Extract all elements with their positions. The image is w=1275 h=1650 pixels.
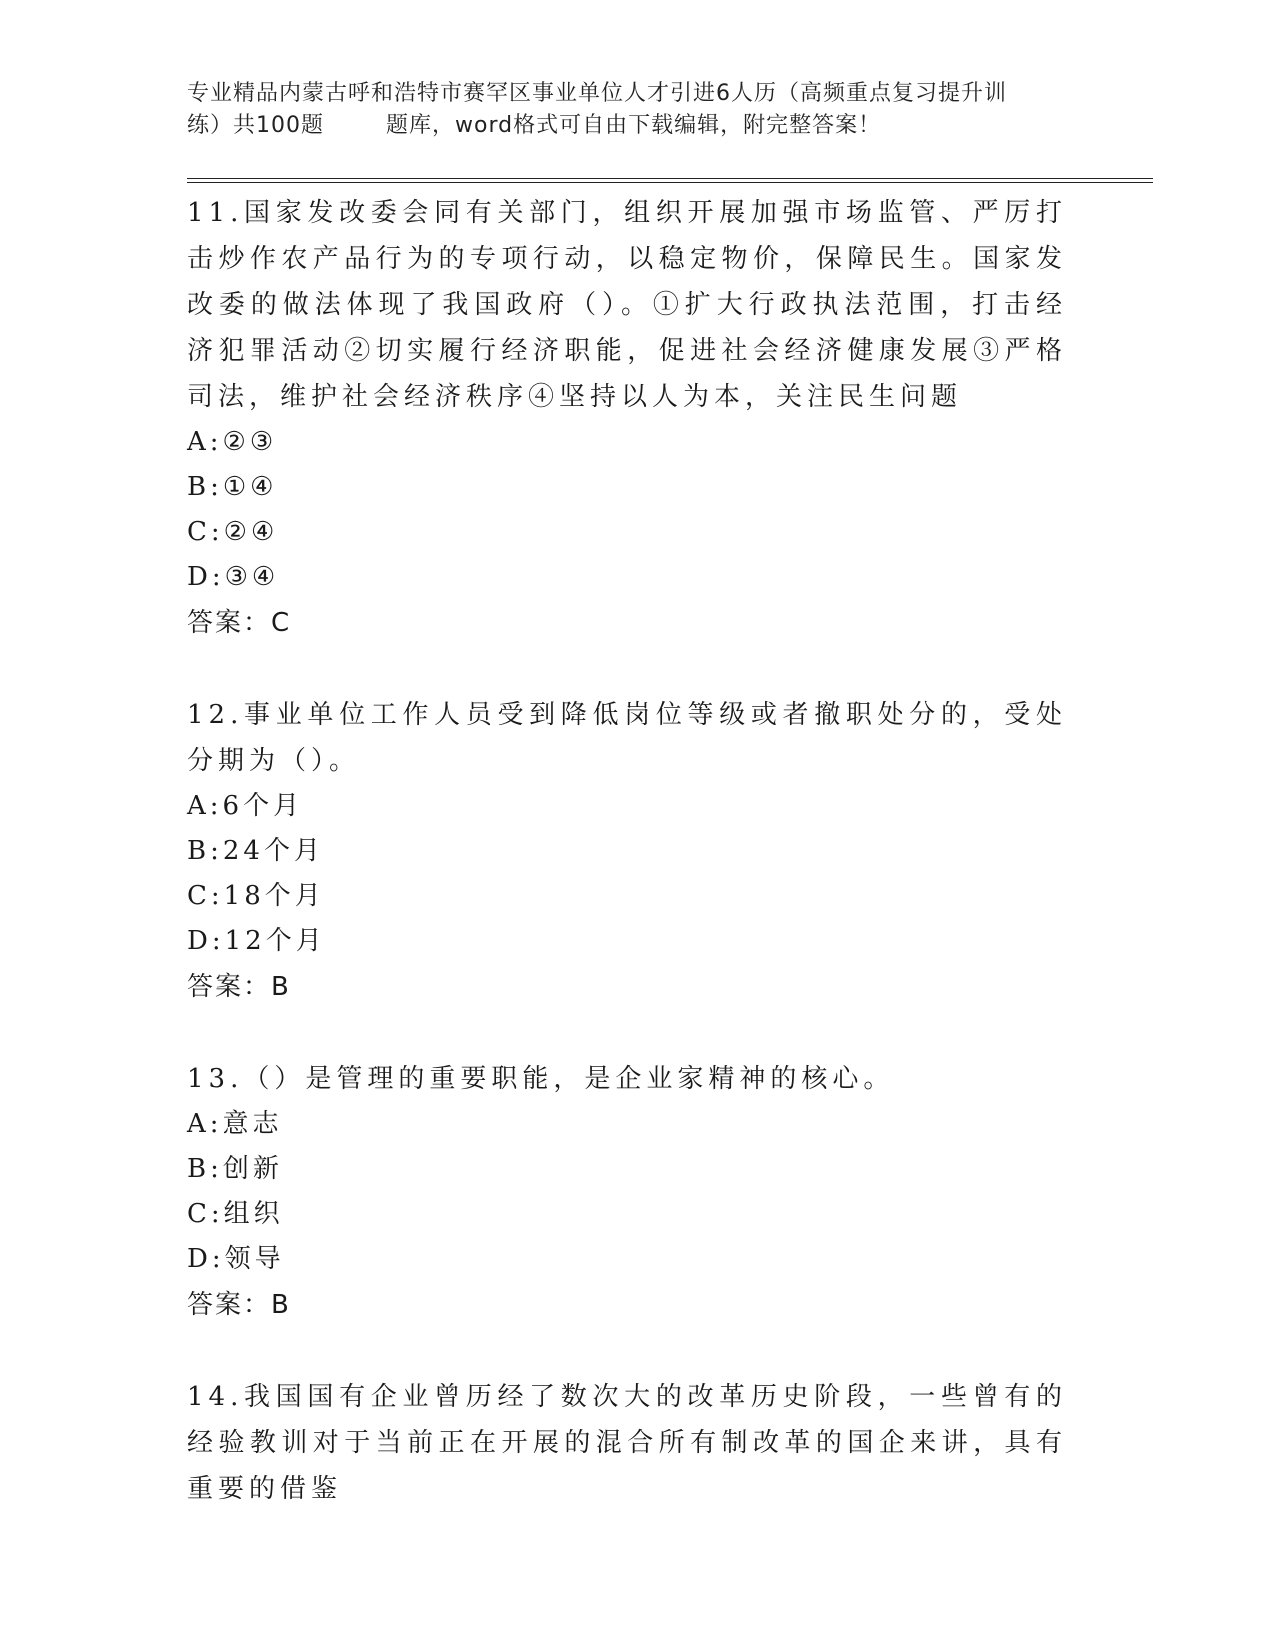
header-title-line-1: 专业精品内蒙古呼和浩特市赛罕区事业单位人才引进6人历（高频重点复习提升训 [187,81,1007,106]
question-13 [187,1054,1067,1328]
option-d: D:③④ [187,562,280,592]
question-list [187,188,1067,1556]
option-a: A:6个月 [187,791,304,821]
question-stem: 12.事业单位工作人员受到降低岗位等级或者撤职处分的，受处分期为（）。 [187,700,1067,776]
option-d: D:领导 [187,1244,285,1274]
page-header [187,78,1087,142]
question-11 [187,188,1067,646]
answer: 答案：B [187,1290,291,1320]
question-14 [187,1372,1067,1512]
option-c: C:18个月 [187,881,325,911]
question-stem: 14.我国国有企业曾历经了数次大的改革历史阶段，一些曾有的经验教训对于当前正在开展的混合所有制改革的国企来讲，具有重要的借鉴 [187,1382,1067,1504]
question-stem: 13.（）是管理的重要职能，是企业家精神的核心。 [187,1064,895,1094]
option-b: B:①④ [187,472,278,502]
option-a: A:②③ [187,427,278,457]
answer: 答案：B [187,972,291,1002]
answer: 答案：C [187,608,292,638]
header-rule-top [187,178,1153,179]
option-a: A:意志 [187,1109,283,1139]
header-title-part-1: 练）共100题 [187,113,324,138]
header-title-part-2: 题库，word格式可自由下载编辑，附完整答案！ [386,113,882,138]
question-stem: 11.国家发改委会同有关部门，组织开展加强市场监管、严厉打击炒作农产品行为的专项行动，以稳定物价，保障民生。国家发改委的做法体现了我国政府（）。①扩大行政执法范围，打击经济犯罪活动②切实履行经济职能，促进社会经济健康发展③严格司法，维护社会经济秩序④坚持以人为本，关注民生问题 [187,198,1067,412]
option-b: B:创新 [187,1154,283,1184]
option-c: C:组织 [187,1199,284,1229]
header-rule-bottom [187,182,1153,183]
option-b: B:24个月 [187,836,324,866]
header-title-line-2 [187,110,1087,142]
option-d: D:12个月 [187,926,326,956]
option-c: C:②④ [187,517,279,547]
question-12 [187,690,1067,1010]
